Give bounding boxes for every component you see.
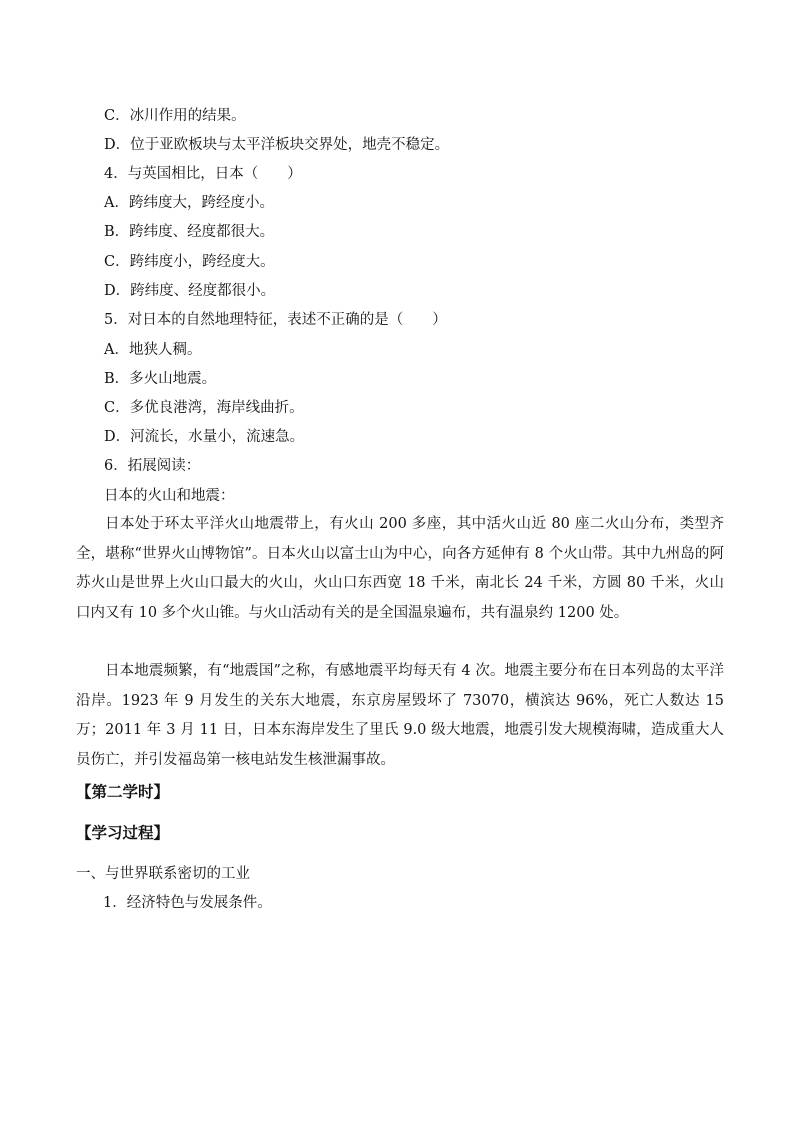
option-d-plate-boundary: D．位于亚欧板块与太平洋板块交界处，地壳不稳定。 (104, 137, 450, 153)
q4-option-a: A．跨纬度大，跨经度小。 (104, 195, 274, 211)
process-heading: 【学习过程】 (76, 823, 170, 842)
reading-paragraph-volcanoes: 日本处于环太平洋火山地震带上，有火山 200 多座，其中活火山近 80 座二火山分布，类型齐全，堪称“世界火山博物馆”。日本火山以富士山为中心，向各方延伸有 8 个火山带。其中九州岛的阿苏火山是世界上火山口最大的火山，火山口东西宽 18 千米，南北长 24 千米，方圆 80 千米，火山口内又有 10 多个火山锥。与火山活动有关的是全国温泉遍布，共有温泉约 1200 处。 (76, 516, 724, 621)
question-6: 6．拓展阅读： (104, 458, 201, 474)
q5-option-b: B．多火山地震。 (104, 371, 217, 387)
question-5: 5．对日本的自然地理特征，表述不正确的是（ ） (104, 312, 447, 328)
q5-option-c: C．多优良港湾，海岸线曲折。 (104, 400, 304, 416)
q4-option-c: C．跨纬度小，跨经度大。 (104, 254, 275, 270)
question-4: 4．与英国相比，日本（ ） (104, 166, 302, 182)
section-title: 一、与世界联系密切的工业 (76, 866, 250, 882)
q5-option-a: A．地狭人稠。 (104, 342, 202, 358)
reading-title: 日本的火山和地震： (104, 488, 235, 504)
option-c-glacier: C．冰川作用的结果。 (104, 108, 246, 124)
q5-option-d: D．河流长，水量小，流速急。 (104, 429, 305, 445)
q4-option-b: B．跨纬度、经度都很大。 (104, 224, 275, 240)
reading-paragraph-earthquakes: 日本地震频繁，有“地震国”之称，有感地震平均每天有 4 次。地震主要分布在日本列岛的太平洋沿岸。1923 年 9 月发生的关东大地震，东京房屋毁坏了 73070，横滨达 96%，死亡人数达 15 万；2011 年 3 月 11 日，日本东海岸发生了里氏 9.0 级大地震，地震引发大规模海啸，造成重大人员伤亡，并引发福岛第一核电站发生核泄漏事故。 (76, 663, 724, 768)
period-heading: 【第二学时】 (76, 782, 170, 801)
section-item-1: 1．经济特色与发展条件。 (103, 895, 272, 911)
q4-option-d: D．跨纬度、经度都很小。 (104, 283, 276, 299)
